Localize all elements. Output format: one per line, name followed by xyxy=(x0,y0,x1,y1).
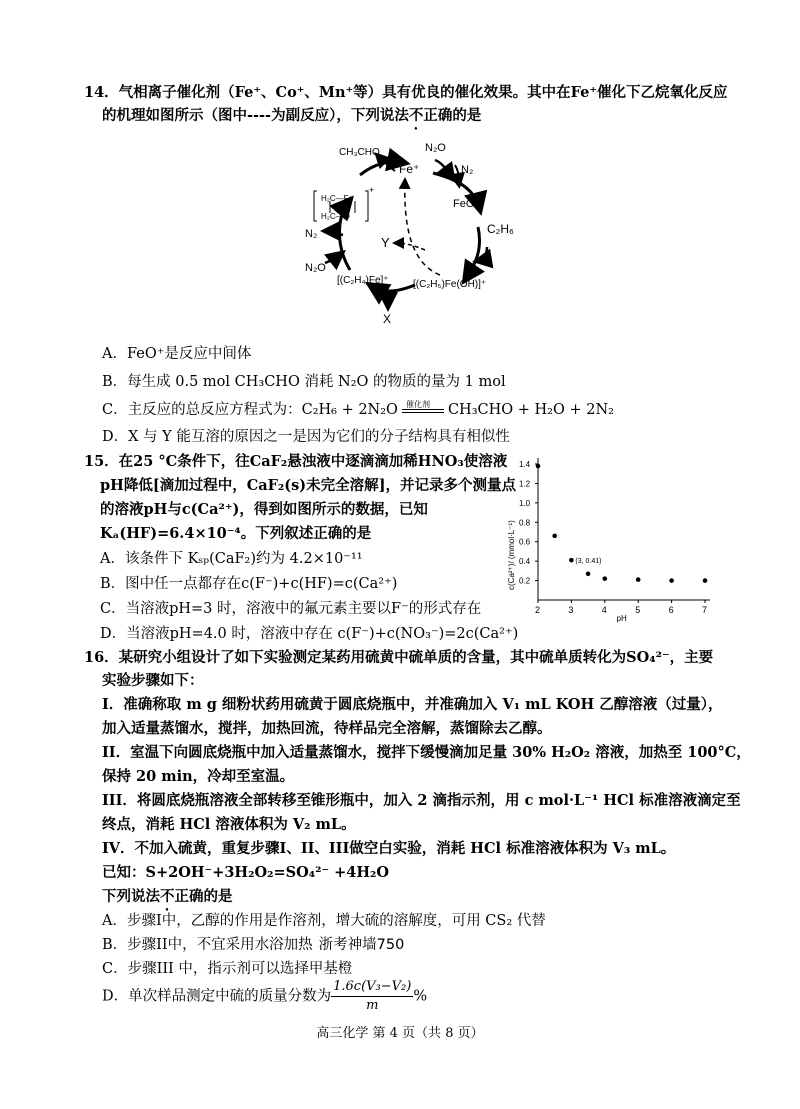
data-point xyxy=(552,534,557,539)
ph-ca-scatter-chart xyxy=(500,450,730,625)
y-out-dashed xyxy=(395,243,425,250)
formula-percent: % xyxy=(413,988,428,1005)
x-tick-label: 4 xyxy=(601,605,607,615)
watermark-text: 浙考神墙750 xyxy=(318,937,405,953)
q16-step3-line2: 终点，消耗 HCl 溶液体积为 V₂ mL。 xyxy=(102,816,356,833)
x-tick-label: 6 xyxy=(668,605,674,615)
q15-stem-line4: Kₐ(HF)=6.4×10⁻⁴。下列叙述正确的是 xyxy=(100,525,372,542)
data-point xyxy=(636,577,641,582)
label-fe-plus: Fe⁺ xyxy=(399,162,420,176)
q16-option-c: C．步骤III 中，指示剂可以选择甲基橙 xyxy=(102,961,353,977)
q16-step4: IV．不加入硫黄，重复步骤I、II、III做空白实验，消耗 HCl 标准溶液体积为 V₃ mL。 xyxy=(102,840,676,857)
q14-stem-line2 xyxy=(102,106,481,133)
q16-stem-line1: 16．某研究小组设计了如下实验测定某药用硫黄中硫单质的含量，其中硫单质转化为SO₄²⁻，主要 xyxy=(84,649,714,666)
data-point xyxy=(536,464,541,469)
data-point xyxy=(703,578,708,583)
label-n2-left: N₂ xyxy=(305,228,318,240)
q14-option-b: B．每生成 0.5 mol CH₃CHO 消耗 N₂O 的物质的量为 1 mol xyxy=(102,374,506,390)
q16-stem-line2: 实验步骤如下： xyxy=(102,672,204,689)
y-tick-label: 0.4 xyxy=(519,557,531,567)
q14-emphasis-not: 不 xyxy=(408,107,424,124)
label-c2h6: C₂H₆ xyxy=(487,222,514,236)
n2o-left-in-arrow xyxy=(325,253,342,263)
y-tick-label: 1.4 xyxy=(519,460,531,469)
data-point xyxy=(669,578,674,583)
formula-numerator: 1.6c(V₃−V₂) xyxy=(331,978,413,997)
q16-ask-a: 下列说法 xyxy=(102,888,160,905)
x-tick-label: 5 xyxy=(635,605,641,615)
label-feo-plus: FeO⁺ xyxy=(453,198,481,210)
q14-option-a: A．FeO⁺是反应中间体 xyxy=(102,346,252,362)
q16-step2-line2: 保持 20 min，冷却至室温。 xyxy=(102,768,295,785)
data-point xyxy=(586,571,591,576)
q16-ask xyxy=(102,887,233,914)
label-left-complex-bottom: H₂C—O xyxy=(321,212,350,221)
q14-stem-line1: 14．气相离子催化剂（Fe⁺、Co⁺、Mn⁺等）具有优良的催化效果。其中在Fe⁺催化下乙烷氧化反应 xyxy=(84,84,728,101)
mass-fraction-formula xyxy=(331,978,413,1015)
y-tick-label: 0.8 xyxy=(519,518,531,528)
q15-option-a: A．该条件下 Kₛₚ(CaF₂)约为 4.2×10⁻¹¹ xyxy=(100,551,363,567)
q15-stem-line2: pH降低[滴加过程中，CaF₂(s)未完全溶解]，并记录多个测量点 xyxy=(100,477,517,494)
label-left-complex-charge: + xyxy=(369,185,375,195)
chart-x-axis-label: pH xyxy=(616,614,627,623)
q16-known: 已知：S+2OH⁻+3H₂O₂=SO₄²⁻ +4H₂O xyxy=(102,864,390,881)
page-footer: 高三化学 第 4 页（共 8 页） xyxy=(316,1026,484,1041)
q15-option-c: C．当溶液pH=3 时，溶液中的氟元素主要以F⁻的形式存在 xyxy=(100,601,482,617)
q16-ask-b: 正确的是 xyxy=(174,888,233,905)
y-tick-label: 0.6 xyxy=(519,537,531,547)
data-point xyxy=(569,558,574,563)
label-x: X xyxy=(383,312,392,326)
cycle-arc-right xyxy=(465,227,480,280)
catalyst-label: 催化剂 xyxy=(405,400,430,409)
q16-option-d-text: D．单次样品测定中硫的质量分数为 xyxy=(102,988,332,1005)
label-n2-top: N₂ xyxy=(461,164,474,176)
q14-option-c-text: C．主反应的总反应方程式为：C₂H₆ + 2N₂O xyxy=(102,402,398,418)
q14-stem-line2-a: 的机理如图所示（图中----为副反应），下列说法 xyxy=(102,107,409,124)
x-tick-label: 2 xyxy=(535,605,541,615)
q16-step1-line1: I．准确称取 m g 细粉状药用硫黄于圆底烧瓶中，并准确加入 V₁ mL KOH 乙醇溶液（过量）， xyxy=(102,696,723,713)
q14-option-c xyxy=(102,400,614,420)
q16-option-b-text: B．步骤II中，不宜采用水浴加热 xyxy=(102,937,313,953)
chart-axes xyxy=(519,458,710,615)
data-point xyxy=(603,576,608,581)
label-y: Y xyxy=(381,235,390,250)
x-out-arrow xyxy=(388,290,390,307)
label-ch3cho: CH₃CHO xyxy=(339,147,380,158)
q16-emphasis-not: 不 xyxy=(160,888,175,905)
x-tick-label: 3 xyxy=(568,605,574,615)
label-c2h5-feoh: [(C₂H₅)Fe(OH)]⁺ xyxy=(413,279,487,290)
mechanism-diagram xyxy=(295,135,545,330)
catalyst-arrow xyxy=(400,402,446,418)
q16-step2-line1: II．室温下向圆底烧瓶中加入适量蒸馏水，搅拌下缓慢滴加足量 30% H₂O₂ 溶液，加热至 100°C， xyxy=(102,744,751,761)
chart-points xyxy=(536,464,708,583)
q16-option-a: A．步骤I中，乙醇的作用是作溶剂，增大硫的溶解度，可用 CS₂ 代替 xyxy=(102,913,546,929)
q15-stem-line3: 的溶液pH与c(Ca²⁺)，得到如图所示的数据，已知 xyxy=(100,501,428,518)
formula-denominator: m xyxy=(366,998,379,1013)
q14-option-c-tail: CH₃CHO + H₂O + 2N₂ xyxy=(447,402,614,418)
label-left-complex-top: H₂C—Fe xyxy=(321,194,353,203)
label-c2h4-fe: [(C₂H₄)Fe]⁺ xyxy=(337,275,389,286)
y-tick-label: 1.2 xyxy=(519,479,531,489)
label-n2o-top: N₂O xyxy=(425,142,446,154)
chart-y-axis-label: c(Ca²⁺)/ (mmol·L⁻¹) xyxy=(507,520,516,590)
y-tick-label: 1.0 xyxy=(519,498,531,508)
q16-option-b xyxy=(102,935,404,955)
q14-option-d: D．X 与 Y 能互溶的原因之一是因为它们的分子结构具有相似性 xyxy=(102,429,510,445)
y-tick-label: 0.2 xyxy=(519,576,531,586)
side-reaction-dashed xyxy=(405,180,440,275)
q14-stem-line2-b: 正确的是 xyxy=(423,107,482,124)
q16-step3-line1: III．将圆底烧瓶溶液全部转移至锥形瓶中，加入 2 滴指示剂，用 c mol·L⁻¹ HCl 标准溶液滴定至 xyxy=(102,792,741,809)
q16-option-d xyxy=(102,978,427,1015)
q15-option-d: D．当溶液pH=4.0 时，溶液中存在 c(F⁻)+c(NO₃⁻)=2c(Ca²⁺) xyxy=(100,626,519,642)
label-n2o-left: N₂O xyxy=(305,262,326,274)
x-tick-label: 7 xyxy=(702,605,708,615)
q15-option-b: B．图中任一点都存在c(F⁻)+c(HF)=c(Ca²⁺) xyxy=(100,576,398,592)
q16-step1-line2: 加入适量蒸馏水，搅拌，加热回流，待样品完全溶解，蒸馏除去乙醇。 xyxy=(102,720,552,737)
chart-annotation: (3, 0.41) xyxy=(575,558,602,566)
q15-stem-line1: 15．在25 °C条件下，往CaF₂悬浊液中逐滴滴加稀HNO₃使溶液 xyxy=(84,453,508,470)
